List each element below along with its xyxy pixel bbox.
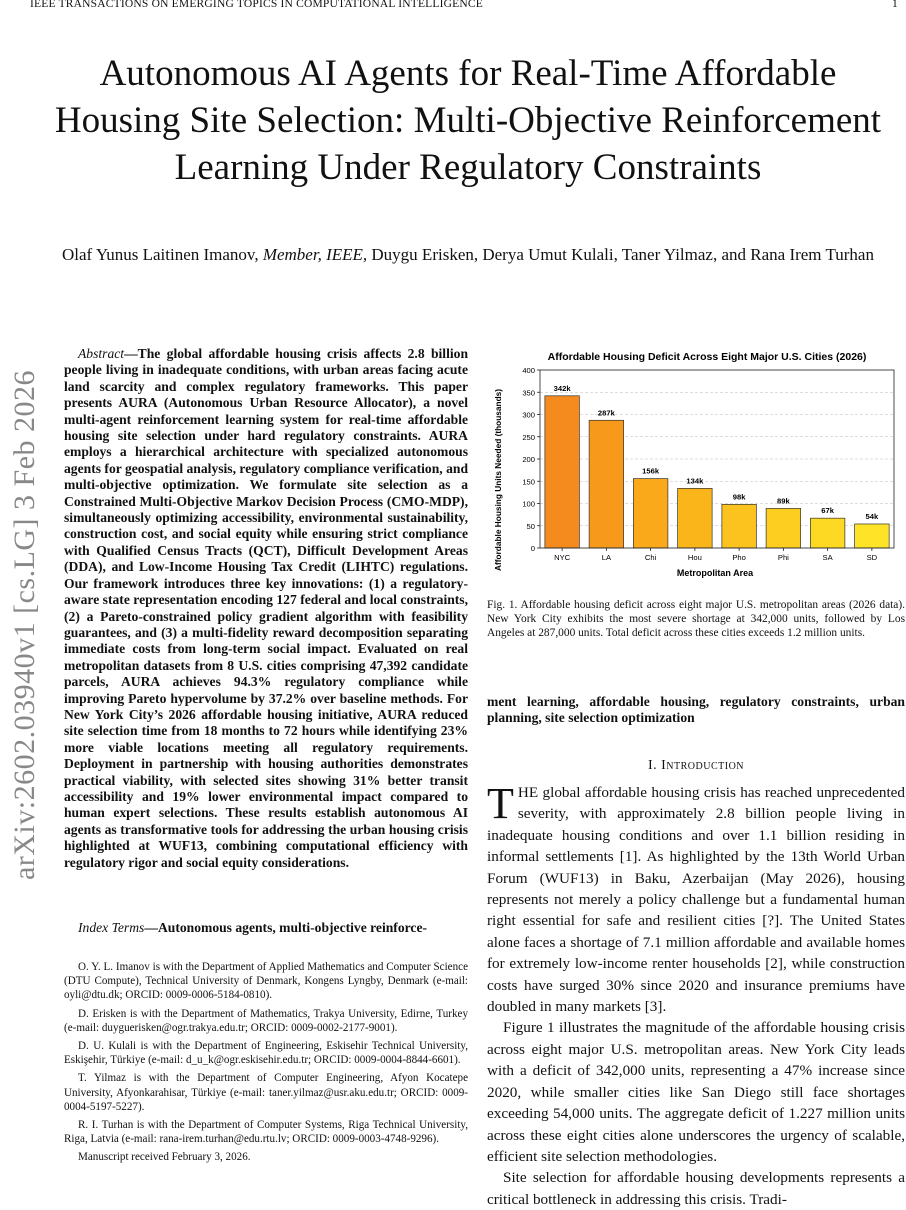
x-tick-label: NYC (554, 553, 571, 562)
arxiv-stamp-container (0, 330, 55, 920)
author-footnotes (64, 960, 468, 1169)
y-tick-label: 400 (522, 366, 535, 375)
bar-chi (633, 479, 668, 548)
x-tick-label: Hou (687, 553, 702, 562)
x-axis-label: Metropolitan Area (676, 568, 754, 578)
abstract (64, 346, 468, 871)
figure-caption: Fig. 1. Affordable housing deficit across eight major U.S. metropolitan areas (2026 data). New York City exhibits the most severe shortage at 342,000 units, followed by Los Angeles at 287,000 units. Total deficit across these cities exceeds 1.2 million units. (487, 599, 905, 640)
bar-sd (855, 524, 890, 548)
author-role: Member, IEEE, (262, 245, 368, 264)
index-terms (64, 920, 468, 936)
chart-title: Affordable Housing Deficit Across Eight Major U.S. Cities (2026) (547, 351, 867, 363)
y-tick-label: 0 (530, 544, 535, 553)
authors-rest: Duygu Erisken, Derya Umut Kulali, Taner Yilmaz, and Rana Irem Turhan (371, 245, 874, 264)
authors-first: Olaf Yunus Laitinen Imanov, (62, 245, 259, 264)
bar-value-label: 156k (642, 466, 660, 476)
index-terms-continued: ment learning, affordable housing, regulatory constraints, urban planning, site selection optimization (487, 694, 905, 726)
section-title: Introduction (661, 758, 745, 773)
bar-value-label: 67k (821, 506, 834, 516)
y-tick-label: 150 (522, 477, 535, 487)
bar-sa (810, 518, 845, 548)
paragraph: Site selection for affordable housing developments represents a critical bottleneck in addressing this crisis. Tradi- (487, 1169, 905, 1208)
deficit-bar-chart (487, 342, 906, 587)
y-axis-label: Affordable Housing Units Needed (thousands) (493, 388, 503, 572)
abstract-label: Abstract (78, 346, 125, 361)
drop-cap: T (487, 779, 514, 828)
x-tick-label: LA (601, 553, 612, 562)
bar-value-label: 287k (597, 408, 615, 418)
footnote: O. Y. L. Imanov is with the Department of Applied Mathematics and Computer Science (DTU Compute), Technical University of Denmark, Kongens Lyngby, Denmark (e-mail: oyli@dtu.dk; ORCID: 0009-0006-5184-0810). (64, 961, 468, 1002)
footnote: R. I. Turhan is with the Department of Computer Systems, Riga Technical University, Riga, Latvia (e-mail: rana-irem.turhan@edu.rtu.lv; ORCID: 0009-0003-4748-9296). (64, 1119, 468, 1146)
y-tick-label: 100 (522, 499, 535, 509)
paragraph (487, 779, 905, 1017)
bar-la (589, 420, 624, 548)
y-tick-label: 300 (522, 410, 535, 420)
arxiv-stamp: arXiv:2602.03940v1 [cs.LG] 3 Feb 2026 (8, 369, 41, 881)
section-heading (487, 758, 905, 774)
abstract-text: —The global affordable housing crisis affects 2.8 billion people living in inadequate conditions, with urban areas facing acute land scarcity and complex regulatory frameworks. This paper presents AURA (Autonomous Urban Resource Allocator), a novel multi-agent reinforcement learning system for real-time affordable housing site selection under hard regulatory constraints. AURA employs a hierarchical architecture with specialized autonomous agents for geospatial analysis, regulatory compliance verification, and multi-objective optimization. We formulate site selection as a Constrained Multi-Objective Markov Decision Process (CMO-MDP), simultaneously optimizing accessibility, environmental sustainability, construction cost, and social equity while ensuring strict compliance with Qualified Census Tracts (QCT), Difficult Development Areas (DDA), and Low-Income Housing Tax Credit (LIHTC) regulations. Our framework introduces three key innovations: (1) a regulatory-aware state representation encoding 127 federal and local constraints, (2) a Pareto-constrained policy gradient algorithm with feasibility guarantees, and (3) a multi-fidelity reward decomposition separating immediate costs from long-term social impact. Evaluated on real metropolitan datasets from 8 U.S. cities comprising 47,392 candidate parcels, AURA achieves 94.3% regulatory compliance while improving Pareto hypervolume by 37.2% over baseline methods. For New York City’s 2026 affordable housing initiative, AURA reduced site selection time from 18 months to 72 hours while identifying 23% more viable locations meeting all regulatory requirements. Deployment in partnership with housing authorities demonstrates practical viability, with selected sites showing 31% better transit accessibility and 19% lower environmental impact compared to human expert selections. These results establish autonomous AI agents as transformative tools for addressing the urban housing crisis highlighted at WUF13, combining computational efficiency with regulatory rigor and social equity considerations. (64, 346, 468, 870)
index-terms-label: Index Terms (78, 920, 145, 935)
author-list (50, 243, 886, 267)
bar-phi (766, 508, 801, 548)
index-terms-text: —Autonomous agents, multi-objective reinforce- (144, 920, 428, 935)
bars (545, 396, 889, 548)
footnote: Manuscript received February 3, 2026. (78, 1151, 251, 1164)
introduction-body (487, 779, 905, 1210)
footnote: D. Erisken is with the Department of Mathematics, Trakya University, Edirne, Turkey (e-mail: duyguerisken@ogr.trakya.edu.tr; ORCID: 0009-0002-2177-9001). (64, 1007, 468, 1034)
bar-value-label: 98k (732, 492, 746, 502)
x-tick-label: SA (822, 553, 833, 562)
x-tick-label: Pho (732, 553, 746, 562)
page-number: 1 (892, 0, 898, 10)
bar-nyc (545, 396, 580, 548)
section-number: I. (647, 758, 658, 773)
y-tick-label: 50 (526, 521, 535, 531)
paragraph-text: HE global affordable housing crisis has reached unprecedented severity, with approximately 2.8 billion people living in inadequate housing conditions and over 1.1 billion residing in informal settlements [1]. As highlighted by the 13th World Urban Forum (WUF13) in Baku, Azerbaijan (May 2026), housing represents not merely a policy challenge but a fundamental human right essential for safe and resilient cities [?]. The United States alone faces a shortage of 7.1 million affordable and available homes for extremely low-income renter households [2], while construction costs have surged 30% since 2020 and insurance premiums have doubled in many markets [3]. (487, 784, 905, 1016)
bar-value-label: 134k (686, 476, 704, 486)
bar-pho (722, 504, 757, 548)
x-tick-label: Phi (777, 553, 789, 562)
paragraph: Figure 1 illustrates the magnitude of the affordable housing crisis across eight major U.S. metropolitan areas. New York City leads with a deficit of 342,000 units, representing a 47% increase since 2020, while smaller cities like San Diego still face shortages exceeding 54,000 units. The aggregate deficit of 1.227 million units across these eight cities alone underscores the urgency of scalable, efficient site selection methodologies. (487, 1019, 905, 1165)
footnote: D. U. Kulali is with the Department of Engineering, Eskisehir Technical University, Eskişehir, Türkiye (e-mail: d_u_k@ogr.eskisehir.edu.tr; ORCID: 0009-0004-8844-6601). (64, 1040, 468, 1067)
y-tick-label: 200 (522, 455, 535, 464)
y-ticks (522, 366, 540, 553)
paper-title: Autonomous AI Agents for Real-Time Affordable Housing Site Selection: Multi-Objective Reinforcement Learning Under Regulatory Constraints (54, 53, 882, 188)
y-tick-label: 250 (522, 432, 535, 442)
bar-hou (678, 488, 713, 548)
bar-value-label: 89k (777, 496, 790, 506)
journal-name: IEEE TRANSACTIONS ON EMERGING TOPICS IN COMPUTATIONAL INTELLIGENCE (30, 0, 483, 10)
x-tick-label: Chi (644, 553, 657, 562)
y-tick-label: 350 (522, 388, 535, 398)
footnote: T. Yilmaz is with the Department of Computer Engineering, Afyon Kocatepe University, Afyonkarahisar, Türkiye (e-mail: taner.yilmaz@usr.aku.edu.tr; ORCID: 0009-0004-5197-5227). (64, 1072, 468, 1113)
x-tick-label: SD (866, 553, 878, 562)
bar-value-label: 342k (553, 383, 571, 393)
bar-value-label: 54k (865, 511, 879, 521)
x-ticks (554, 548, 878, 562)
